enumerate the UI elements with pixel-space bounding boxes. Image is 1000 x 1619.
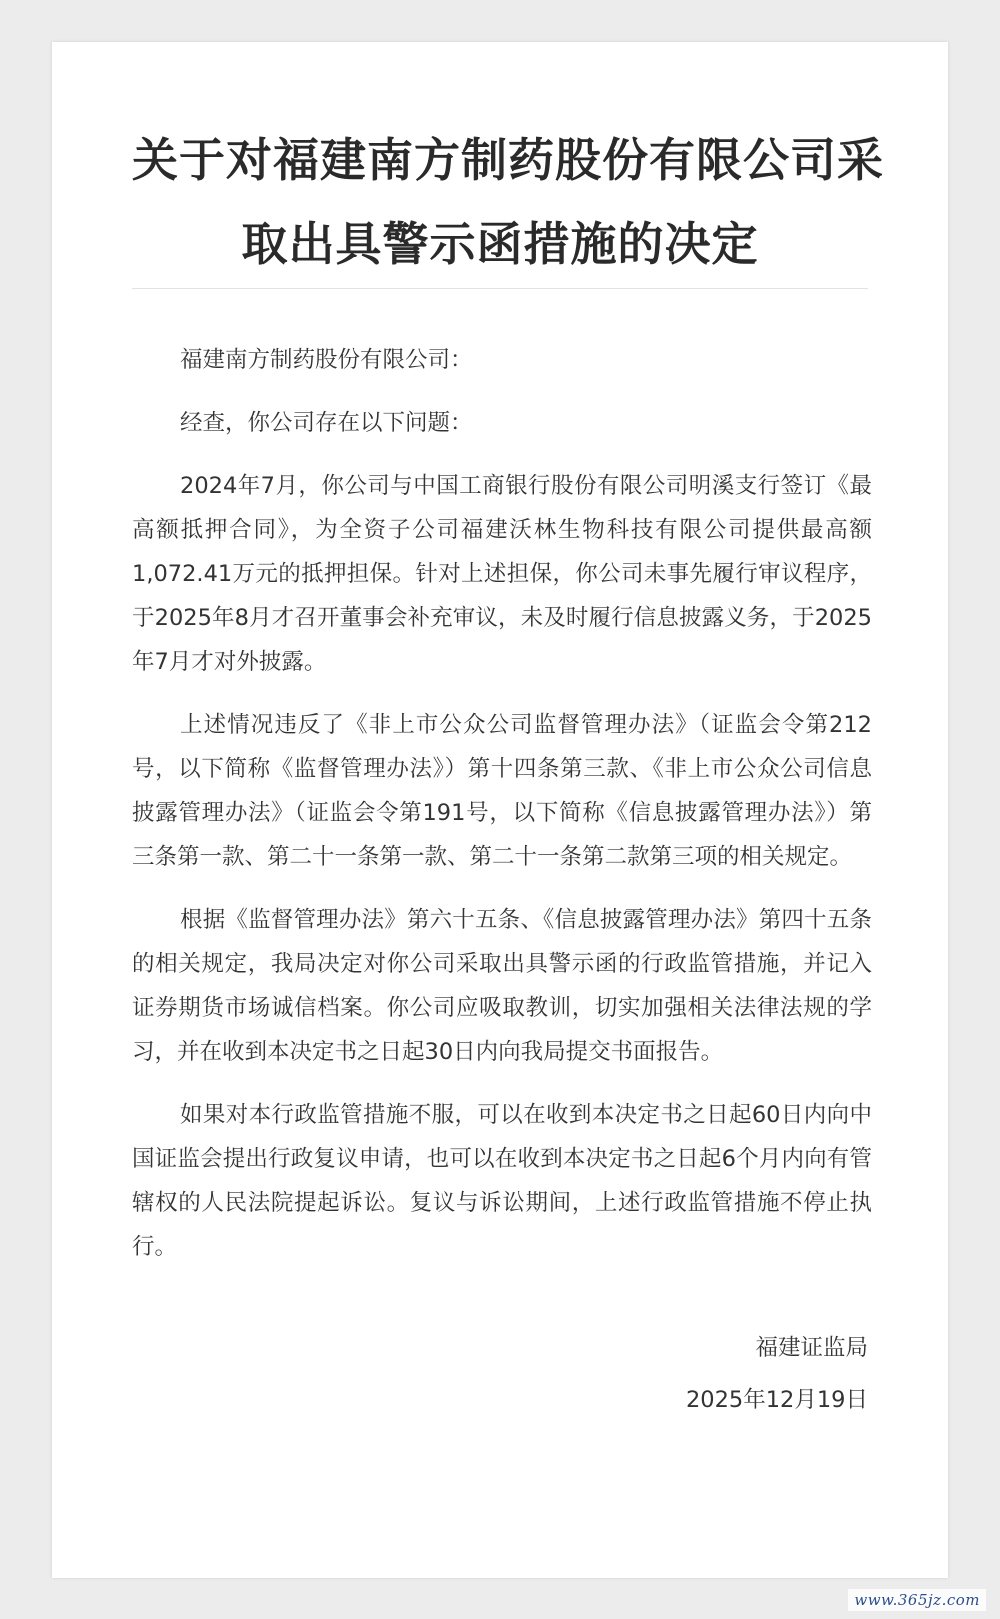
addressee: 福建南方制药股份有限公司： [180,347,473,373]
title-line-2: 取出具警示函措施的决定 [241,217,759,271]
paragraph-facts: 2024年7月，你公司与中国工商银行股份有限公司明溪支行签订《最高额抵押合同》，为全资子公司福建沃林生物科技有限公司提供最高额1,072.41万元的抵押担保。针对上述担保，你公司未事先履行审议程序，于2025年8月才召开董事会补充审议，未及时履行信息披露义务，于2025年7月才对外披露。 [132,473,872,675]
site-watermark: www.365jz.com [848,1589,986,1611]
paragraph-intro: 经查，你公司存在以下问题： [180,410,473,436]
document-page [52,42,948,1578]
title-divider [132,288,868,289]
paragraph-violation: 上述情况违反了《非上市公众公司监督管理办法》（证监会令第212号，以下简称《监督管理办法》）第十四条第三款、《非上市公众公司信息披露管理办法》（证监会令第191号，以下简称《信息披露管理办法》）第三条第一款、第二十一条第一款、第二十一条第二款第三项的相关规定。 [132,712,872,870]
signature-date: 2025年12月19日 [685,1387,868,1413]
document-title [132,118,884,286]
paragraph-appeal: 如果对本行政监管措施不服，可以在收到本决定书之日起60日内向中国证监会提出行政复议申请，也可以在收到本决定书之日起6个月内向有管辖权的人民法院提起诉讼。复议与诉讼期间，上述行政监管措施不停止执行。 [132,1102,872,1260]
signature-issuer: 福建证监局 [755,1335,868,1361]
paragraph-decision: 根据《监督管理办法》第六十五条、《信息披露管理办法》第四十五条的相关规定，我局决定对你公司采取出具警示函的行政监管措施，并记入证券期货市场诚信档案。你公司应吸取教训，切实加强相关法律法规的学习，并在收到本决定书之日起30日内向我局提交书面报告。 [132,907,872,1065]
title-line-1: 关于对福建南方制药股份有限公司采 [132,133,884,187]
document-body [132,338,872,1288]
